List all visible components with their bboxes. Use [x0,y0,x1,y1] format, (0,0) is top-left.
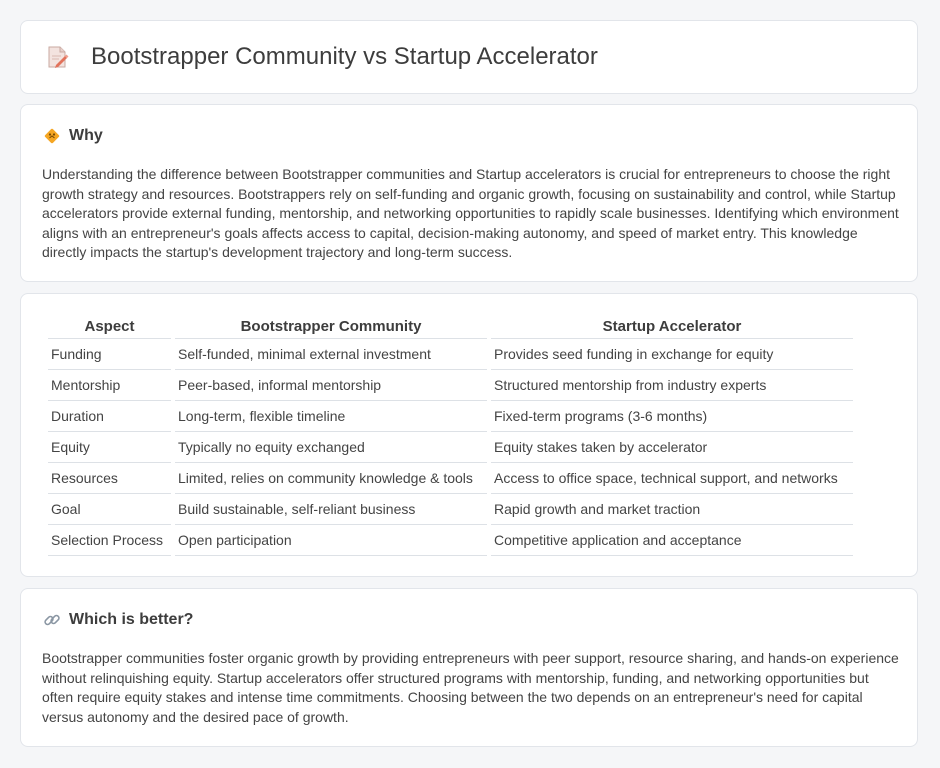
table-cell: Peer-based, informal mentorship [175,370,487,401]
which-better-section [20,588,918,747]
table-cell: Equity stakes taken by accelerator [491,432,853,463]
table-cell: Competitive application and acceptance [491,525,853,556]
table-row [48,525,853,556]
why-section [20,104,918,282]
better-header [43,611,193,629]
title-card [20,20,918,94]
table-cell: Fixed-term programs (3-6 months) [491,401,853,432]
table-row [48,432,853,463]
table-cell: Limited, relies on community knowledge & tools [175,463,487,494]
table-cell: Equity [48,432,171,463]
table-cell: Resources [48,463,171,494]
table-cell: Provides seed funding in exchange for equity [491,339,853,370]
column-header: Startup Accelerator [491,314,853,339]
comparison-section [20,293,918,577]
page-title: Bootstrapper Community vs Startup Accelerator [91,43,598,70]
table-cell: Goal [48,494,171,525]
table-row [48,401,853,432]
why-body: Understanding the difference between Bootstrapper communities and Startup accelerators is crucial for entrepreneurs to choose the right growth strategy and resources. Bootstrappers rely on self-funding and organic growth, focusing on sustainability and control, while Startup accelerators provide external funding, mentorship, and networking opportunities to rapidly scale businesses. Identifying which environment aligns with an entrepreneur's goals affects access to capital, decision-making autonomy, and speed of market entry. This knowledge directly impacts the startup's development trajectory and long-term success. [42,166,899,261]
table-cell: Self-funded, minimal external investment [175,339,487,370]
why-heading: Why [69,127,103,144]
better-heading: Which is better? [69,611,194,628]
table-row [48,370,853,401]
table-row [48,463,853,494]
column-header: Aspect [48,314,171,339]
table-cell: Rapid growth and market traction [491,494,853,525]
comparison-table [44,314,857,556]
diamond-sign-icon [43,127,61,145]
column-header: Bootstrapper Community [175,314,487,339]
table-cell: Mentorship [48,370,171,401]
table-cell: Selection Process [48,525,171,556]
table-cell: Build sustainable, self-reliant business [175,494,487,525]
table-cell: Access to office space, technical support, and networks [491,463,853,494]
table-cell: Duration [48,401,171,432]
link-icon [43,611,61,629]
title-row [47,43,598,71]
table-cell: Structured mentorship from industry experts [491,370,853,401]
table-row [48,494,853,525]
why-header [43,127,103,145]
table-cell: Open participation [175,525,487,556]
table-row [48,339,853,370]
table-header-row [48,314,853,339]
table-cell: Long-term, flexible timeline [175,401,487,432]
table-cell: Funding [48,339,171,370]
document-pencil-icon [47,44,69,70]
table-cell: Typically no equity exchanged [175,432,487,463]
better-body: Bootstrapper communities foster organic growth by providing entrepreneurs with peer support, resource sharing, and hands-on experience without relinquishing equity. Startup accelerators offer structured programs with mentorship, funding, and networking opportunities but often require equity stakes and intense time commitments. Choosing between the two depends on an entrepreneur's need for capital versus autonomy and the desired pace of growth. [42,650,899,725]
